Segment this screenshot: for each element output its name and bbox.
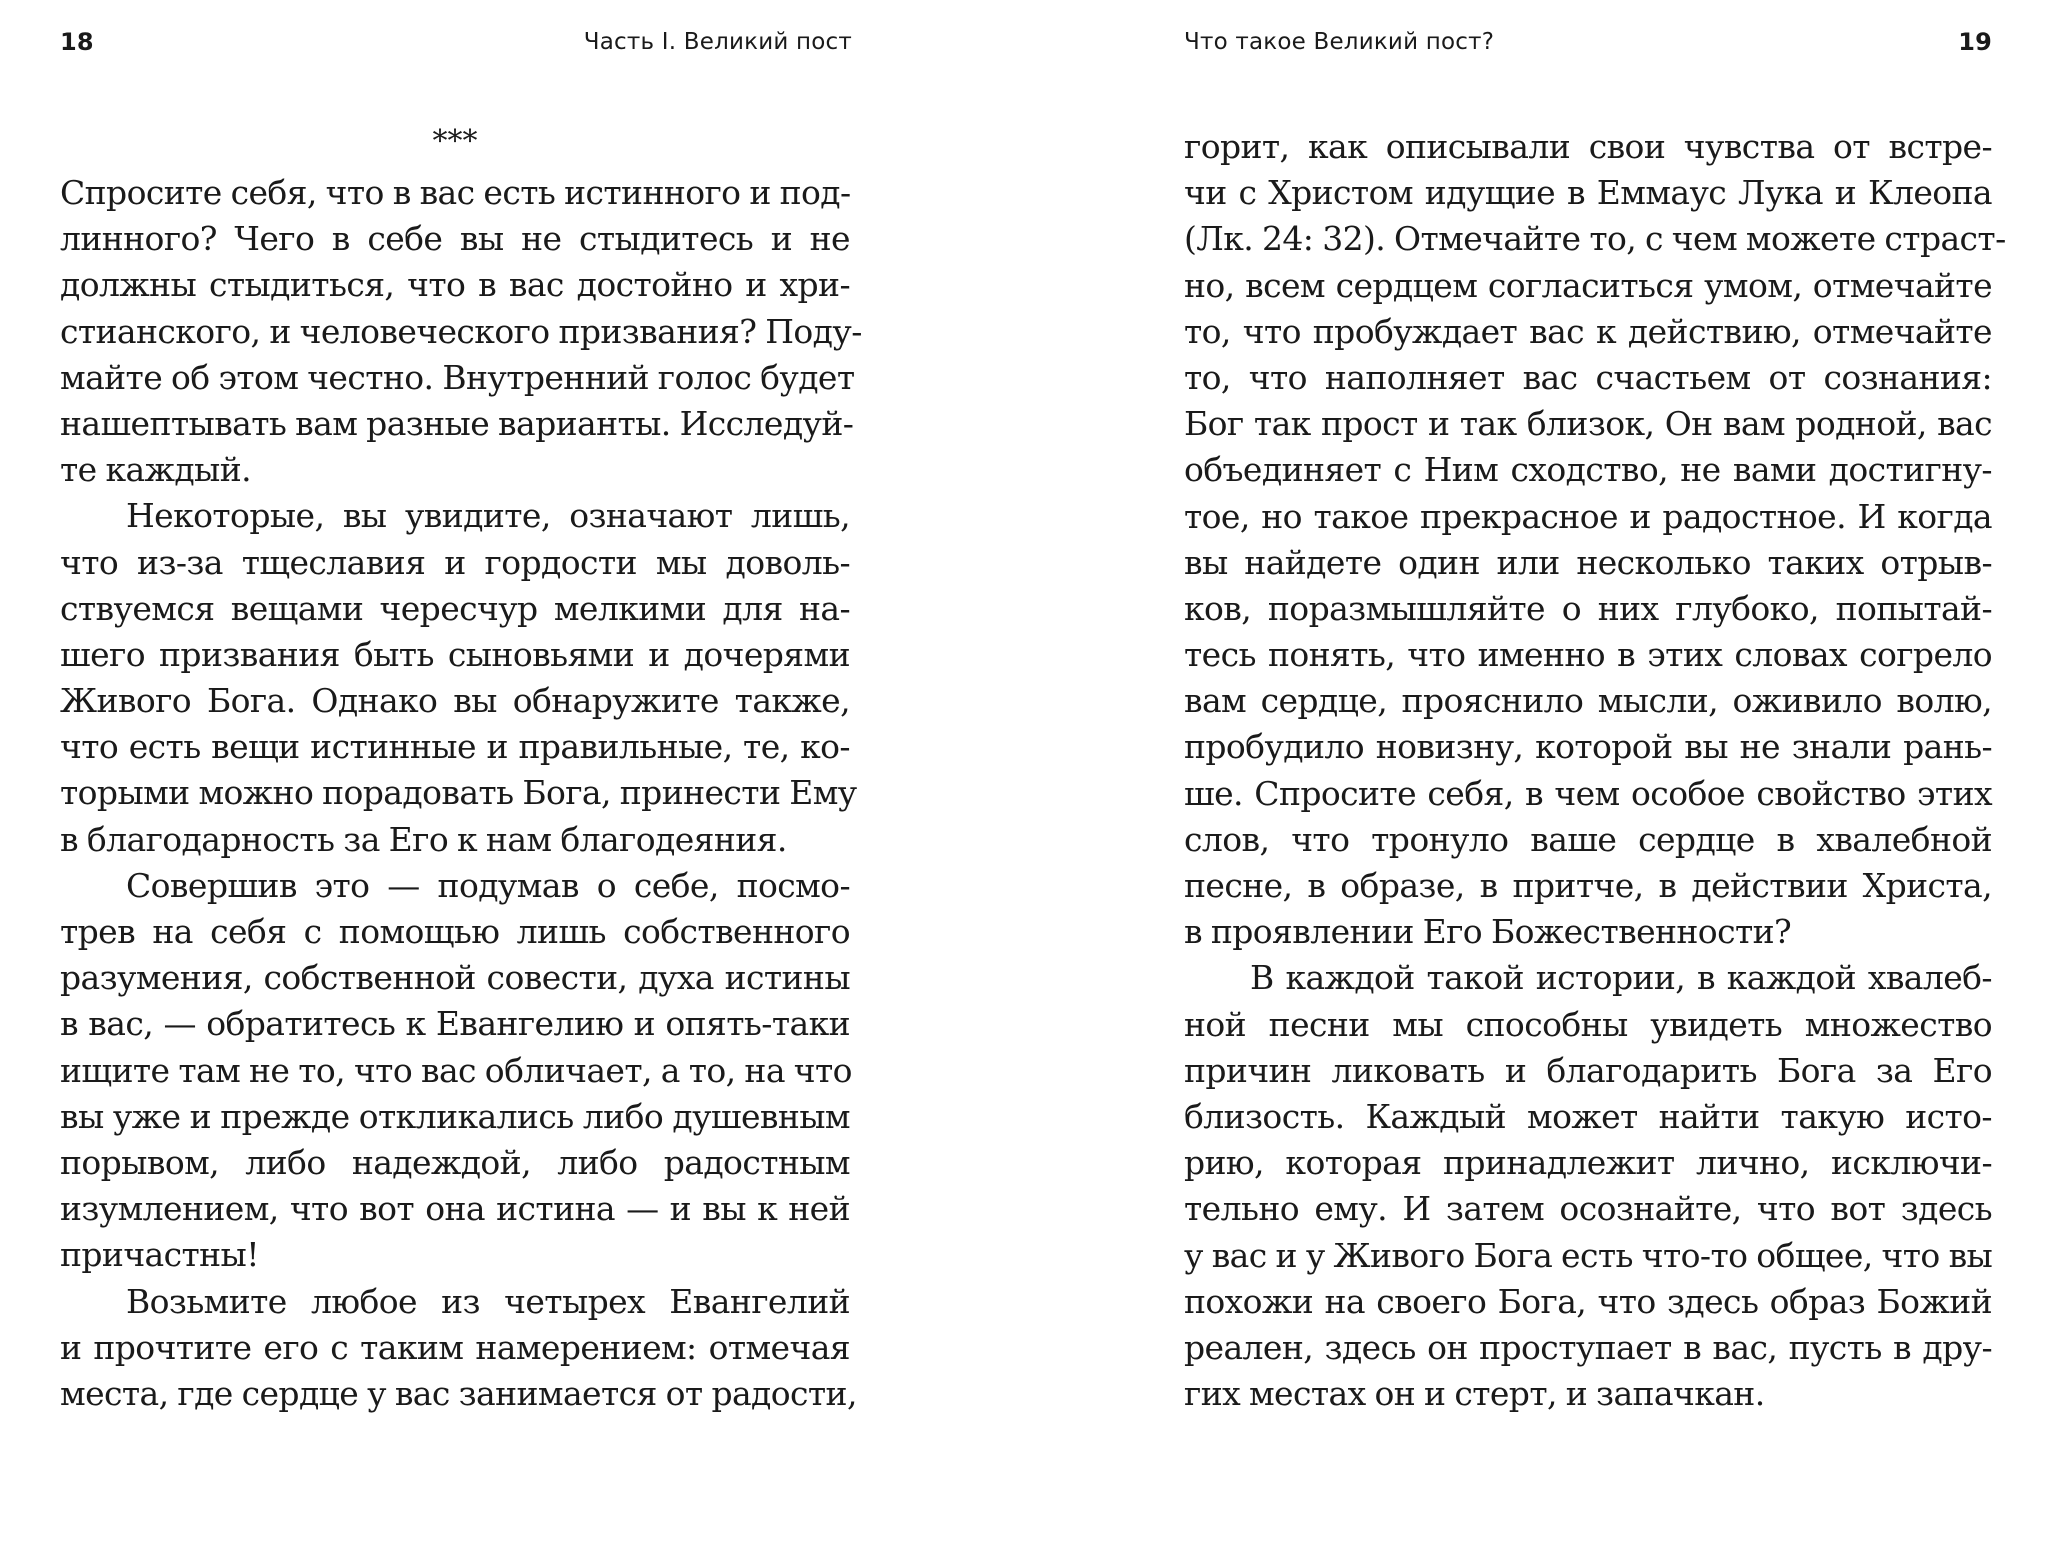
text-line: вы найдете один или несколько таких отрыв- <box>1184 542 1992 582</box>
text-line: должны стыдиться, что в вас достойно и хри- <box>60 265 850 305</box>
text-line: тое, но такое прекрасное и радостное. И когда <box>1184 496 1992 536</box>
text-line: то, что наполняет вас счастьем от сознания: <box>1184 357 1992 397</box>
running-head: Что такое Великий пост? <box>1184 29 1495 55</box>
running-head: Часть I. Великий пост <box>583 29 852 55</box>
text-line: разумения, собственной совести, духа истины <box>60 958 850 998</box>
text-line: ствуемся вещами чересчур мелкими для на- <box>60 588 850 628</box>
text-line: ков, поразмышляйте о них глубоко, попытай- <box>1184 588 1992 628</box>
page-number: 19 <box>1958 28 1992 56</box>
text-line: те каждый. <box>60 450 252 490</box>
text-line: что из-за тщеславия и гордости мы доволь- <box>60 542 850 582</box>
section-asterism: *** <box>432 124 478 159</box>
right-page <box>1024 0 2048 1550</box>
text-line: Возьмите любое из четырех Евангелий <box>126 1281 850 1321</box>
text-line: объединяет с Ним сходство, не вами достигну- <box>1184 450 1992 490</box>
text-line: Некоторые, вы увидите, означают лишь, <box>126 496 850 536</box>
text-line: близость. Каждый может найти такую исто- <box>1184 1096 1992 1136</box>
text-line: рию, которая принадлежит лично, исключи- <box>1184 1143 1992 1183</box>
text-line: что есть вещи истинные и правильные, те, ко- <box>60 727 850 767</box>
text-line: майте об этом честно. Внутренний голос будет <box>60 357 855 397</box>
text-line: места, где сердце у вас занимается от радости, <box>60 1373 857 1413</box>
text-line: вам сердце, прояснило мысли, оживило волю, <box>1184 681 1992 721</box>
text-line: Совершив это — подумав о себе, посмо- <box>126 865 850 905</box>
text-line: В каждой такой истории, в каждой хвалеб- <box>1250 958 1992 998</box>
text-line: ше. Спросите себя, в чем особое свойство этих <box>1184 773 1992 813</box>
body-text <box>1184 124 2006 1417</box>
text-line: песне, в образе, в притче, в действии Христа, <box>1184 866 1992 905</box>
page-number: 18 <box>60 28 94 56</box>
text-line: линного? Чего в себе вы не стыдитесь и не <box>60 219 850 259</box>
text-line: в вас, — обратитесь к Евангелию и опять-таки <box>60 1004 850 1044</box>
text-line: то, что пробуждает вас к действию, отмечайте <box>1184 311 1992 351</box>
text-line: изумлением, что вот она истина — и вы к ней <box>60 1189 850 1229</box>
text-line: реален, здесь он проступает в вас, пусть в дру- <box>1184 1327 1992 1367</box>
text-line: Спросите себя, что в вас есть истинного и под- <box>60 173 851 212</box>
text-line: в проявлении Его Божественности? <box>1184 912 1792 952</box>
text-line: горит, как описывали свои чувства от встре- <box>1184 127 1992 166</box>
text-line: ищите там не то, что вас обличает, а то, на что <box>60 1050 852 1090</box>
text-line: пробудило новизну, которой вы не знали рань- <box>1184 727 1992 767</box>
text-line: гих местах он и стерт, и запачкан. <box>1184 1374 1765 1414</box>
text-line: порывом, либо надеждой, либо радостным <box>60 1142 850 1182</box>
text-line: шего призвания быть сыновьями и дочерями <box>60 634 850 674</box>
text-line: трев на себя с помощью лишь собственного <box>60 912 850 951</box>
text-line: тесь понять, что именно в этих словах согрело <box>1184 635 1992 675</box>
text-line: Живого Бога. Однако вы обнаружите также, <box>60 681 850 721</box>
text-line: Бог так прост и так близок, Он вам родной, вас <box>1184 404 1992 444</box>
text-line: похожи на своего Бога, что здесь образ Божий <box>1184 1281 1992 1321</box>
text-line: в благодарность за Его к нам благодеяния. <box>60 819 787 859</box>
text-line: вы уже и прежде откликались либо душевным <box>60 1096 850 1136</box>
text-line: ной песни мы способны увидеть множество <box>1184 1004 1992 1044</box>
text-line: у вас и у Живого Бога есть что-то общее, что вы <box>1184 1235 1993 1275</box>
text-line: причин ликовать и благодарить Бога за Его <box>1184 1050 1992 1090</box>
text-line: причастны! <box>60 1235 259 1275</box>
text-line: чи с Христом идущие в Еммаус Лука и Клеопа <box>1184 173 1992 213</box>
text-line: торыми можно порадовать Бога, принести Ему <box>60 773 857 813</box>
text-line: тельно ему. И затем осознайте, что вот здесь <box>1184 1189 1992 1229</box>
body-text <box>60 170 862 1417</box>
text-line: но, всем сердцем согласиться умом, отмечайте <box>1184 265 1992 305</box>
text-line: стианского, и человеческого призвания? Поду- <box>60 311 862 351</box>
text-line: слов, что тронуло ваше сердце в хвалебной <box>1184 819 1992 859</box>
text-line: нашептывать вам разные варианты. Исследуй- <box>60 403 854 443</box>
text-line: (Лк. 24: 32). Отмечайте то, с чем можете страст- <box>1184 219 2006 259</box>
text-line: и прочтите его с таким намерением: отмечая <box>60 1327 850 1367</box>
